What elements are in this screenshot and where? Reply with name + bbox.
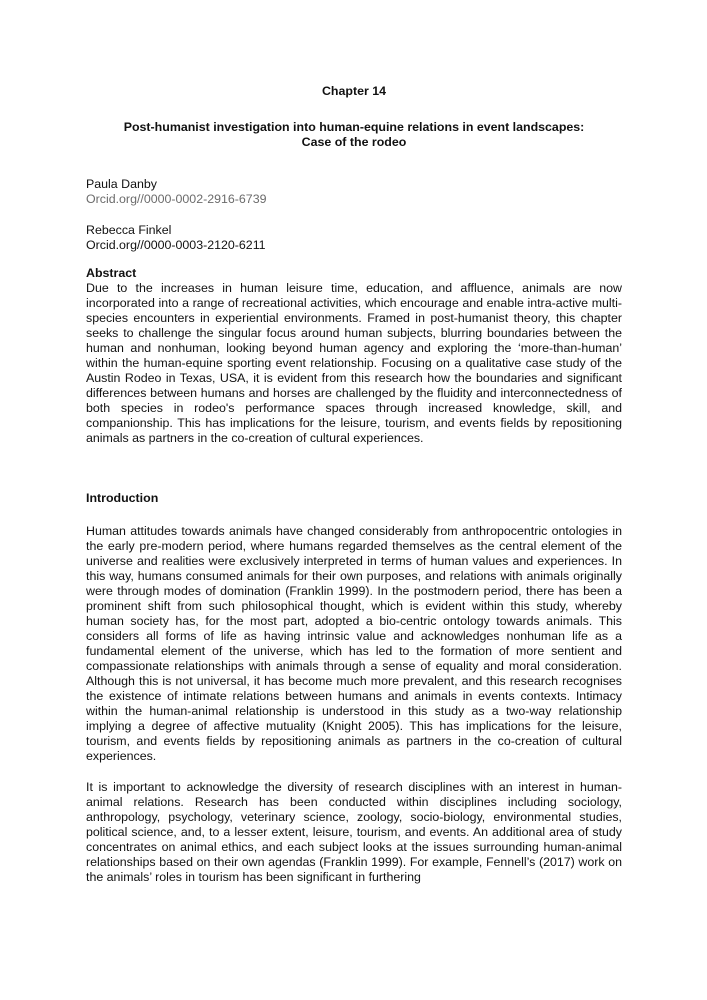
- introduction-paragraph-1: Human attitudes towards animals have changed considerably from anthropocentric ontologies in the early pre-modern period, where humans regarded themselves as the central element of the universe and realities were exclusively interpreted in terms of human values and experiences. In this way, humans consumed animals for their own purposes, and relations with animals originally were through modes of domination (Franklin 1999). In the postmodern period, there has been a prominent shift from such philosophical thought, which is evident within this study, whereby human society has, for the most part, adopted a bio-centric ontology towards animals. This considers all forms of life as having intrinsic value and acknowledges nonhuman life as a fundamental element of the universe, which has led to the formation of more sentient and compassionate relationships with animals through a sense of equality and moral consideration. Although this is not universal, it has become much more prevalent, and this research recognises the existence of intimate relations between humans and animals in events contexts. Intimacy within the human-animal relationship is understood in this study as a two-way relationship implying a degree of affective mutuality (Knight 2005). This has implications for the leisure, tourism, and events fields by repositioning animals as partners in the co-creation of cultural experiences.: [86, 524, 622, 763]
- abstract-text: Due to the increases in human leisure time, education, and affluence, animals are now incorporated into a range of recreational activities, which encourage and enable intra-active multi-species encounters in experiential environments. Framed in post-humanist theory, this chapter seeks to challenge the singular focus around human subjects, blurring boundaries between the human and nonhuman, looking beyond human agency and exploring the ‘more-than-human’ within the human-equine sporting event relationship. Focusing on a qualitative case study of the Austin Rodeo in Texas, USA, it is evident from this research how the boundaries and significant differences between humans and horses are challenged by the fluidity and interconnectedness of both species in rodeo's performance spaces through increased knowledge, skill, and companionship. This has implications for the leisure, tourism, and events fields by repositioning animals as partners in the co-creation of cultural experiences.: [86, 281, 622, 445]
- chapter-title-line-1: Post-humanist investigation into human-equine relations in event landscapes:: [123, 120, 585, 134]
- author-name: Paula Danby: [86, 177, 157, 191]
- chapter-title: [86, 120, 622, 150]
- introduction-heading: Introduction: [86, 491, 159, 505]
- author-orcid: Orcid.org//0000-0003-2120-6211: [86, 238, 266, 252]
- chapter-number: Chapter 14: [321, 84, 387, 98]
- author-orcid: Orcid.org//0000-0002-2916-6739: [86, 192, 267, 206]
- introduction-paragraph-2: It is important to acknowledge the diversity of research disciplines with an interest in human-animal relations. Research has been conducted within disciplines including sociology, anthropology, psychology, veterinary science, zoology, socio-biology, environmental studies, political science, and, to a lesser extent, leisure, tourism, and events. An additional area of study concentrates on animal ethics, and each subject looks at the issues surrounding human-animal relationships based on their own agendas (Franklin 1999). For example, Fennell’s (2017) work on the animals’ roles in tourism has been significant in furthering: [86, 780, 622, 884]
- author-block-2: [86, 223, 266, 253]
- author-block-1: [86, 177, 266, 207]
- abstract-heading: Abstract: [86, 266, 137, 280]
- chapter-title-line-2: Case of the rodeo: [301, 135, 407, 149]
- author-name: Rebecca Finkel: [86, 223, 172, 237]
